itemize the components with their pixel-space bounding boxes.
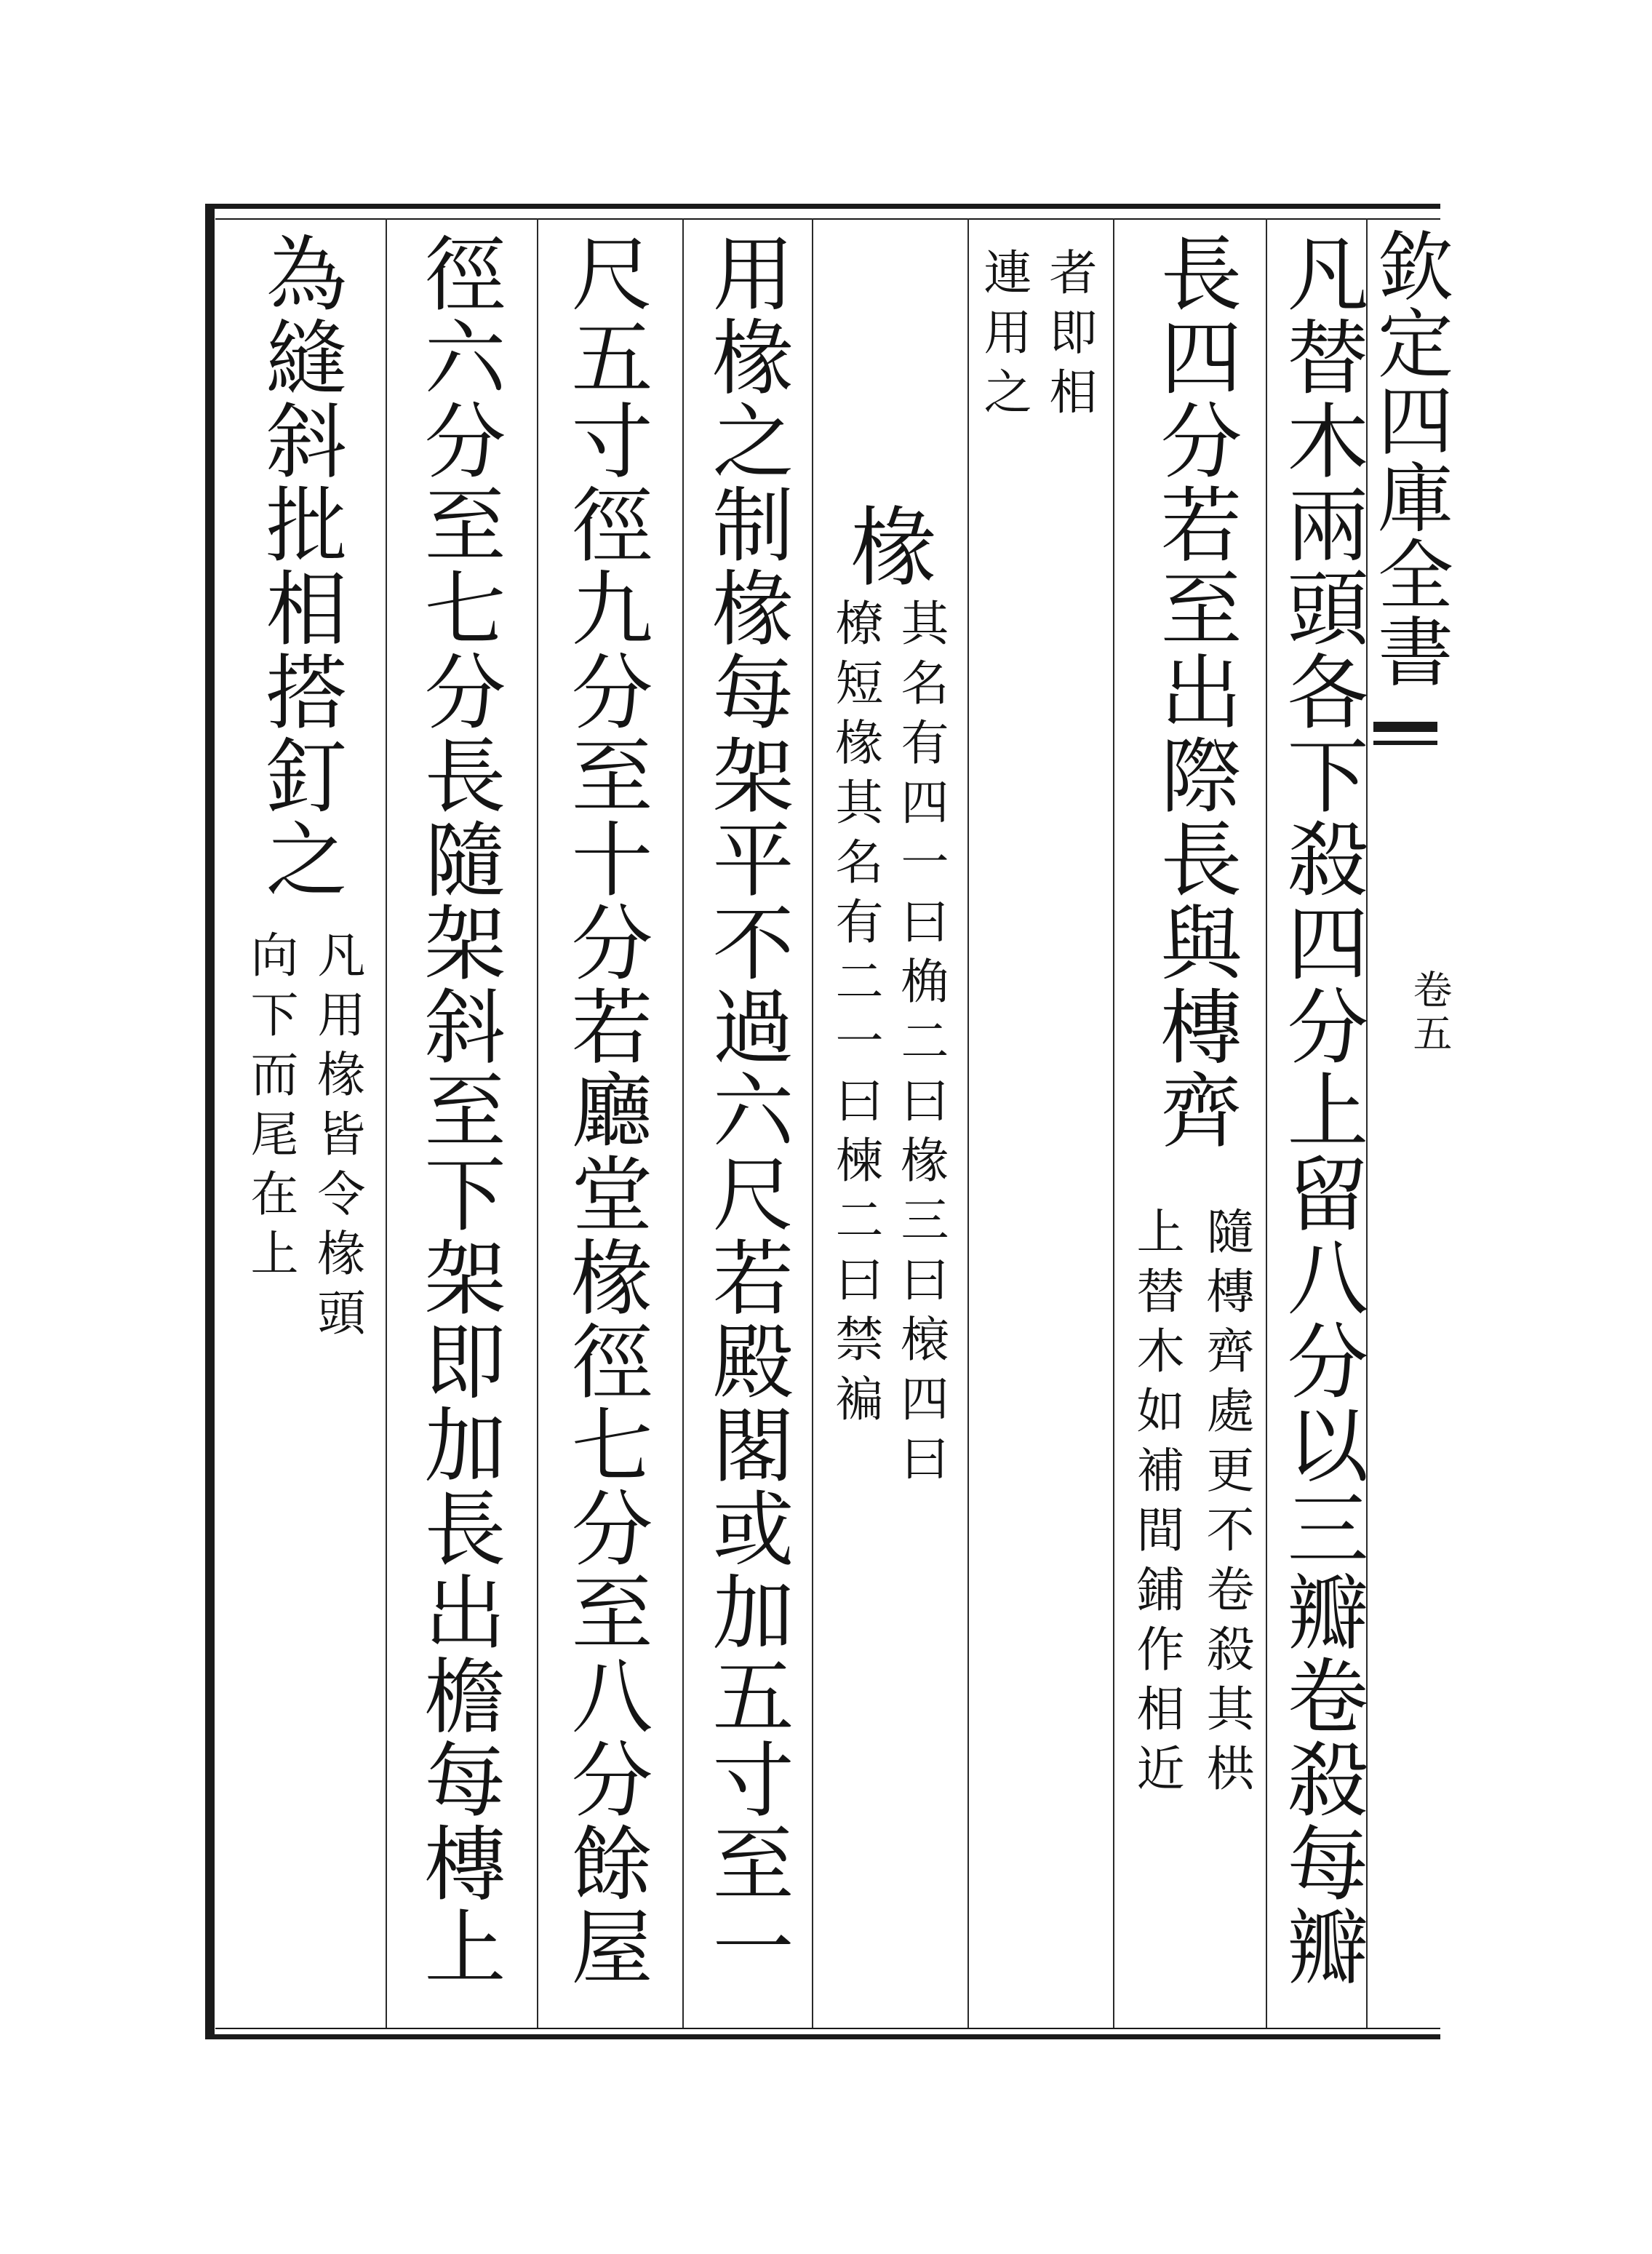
frame-inner-rule-top <box>215 218 1440 220</box>
margin-fishtail-mark <box>1373 722 1437 732</box>
annotation-column: 凡用椽皆令椽頭 <box>309 930 365 1347</box>
page-frame <box>205 204 1440 2039</box>
column-rule <box>1266 218 1267 2028</box>
annotation-column: 橑短椽其名有二一曰楝二曰禁褊 <box>827 598 883 1433</box>
column-rule <box>682 218 684 2028</box>
text-column: 為縫斜批相搭釘之 <box>252 231 347 901</box>
annotation-column: 上替木如補間鋪作相近 <box>1128 1206 1184 1803</box>
text-column: 徑六分至七分長隨架斜至下架即加長出檐每槫上 <box>411 231 506 1988</box>
margin-fishtail-mark-lower <box>1373 741 1437 745</box>
margin-book-title: 欽定四庫全書 <box>1365 227 1453 690</box>
margin-juan-number: 卷五 <box>1407 969 1453 1056</box>
column-rule <box>537 218 538 2028</box>
annotation-column: 其名有四一曰桷二曰椽三曰榱四曰 <box>893 598 949 1493</box>
annotation-column: 隨槫齊處更不卷殺其栱 <box>1198 1206 1254 1803</box>
text-column: 尺五寸徑九分至十分若廳堂椽徑七分至八分餘屋 <box>558 231 653 1988</box>
column-rule <box>967 218 969 2028</box>
text-column: 凡替木兩頭各下殺四分上留八分以三瓣卷殺每瓣 <box>1274 231 1368 1988</box>
section-heading: 椽 <box>837 502 937 588</box>
text-column: 長四分若至出際長與槫齊 <box>1147 231 1242 1152</box>
annotation-column: 連用之 <box>975 247 1031 426</box>
column-rule <box>386 218 387 2028</box>
annotation-column: 向下而尾在上 <box>242 930 298 1288</box>
frame-inner-rule-bottom <box>215 2028 1440 2029</box>
column-rule <box>812 218 813 2028</box>
column-rule <box>1113 218 1114 2028</box>
annotation-column: 者即相 <box>1041 247 1097 426</box>
text-column: 用椽之制椽每架平不過六尺若殿閣或加五寸至一 <box>699 231 794 1988</box>
